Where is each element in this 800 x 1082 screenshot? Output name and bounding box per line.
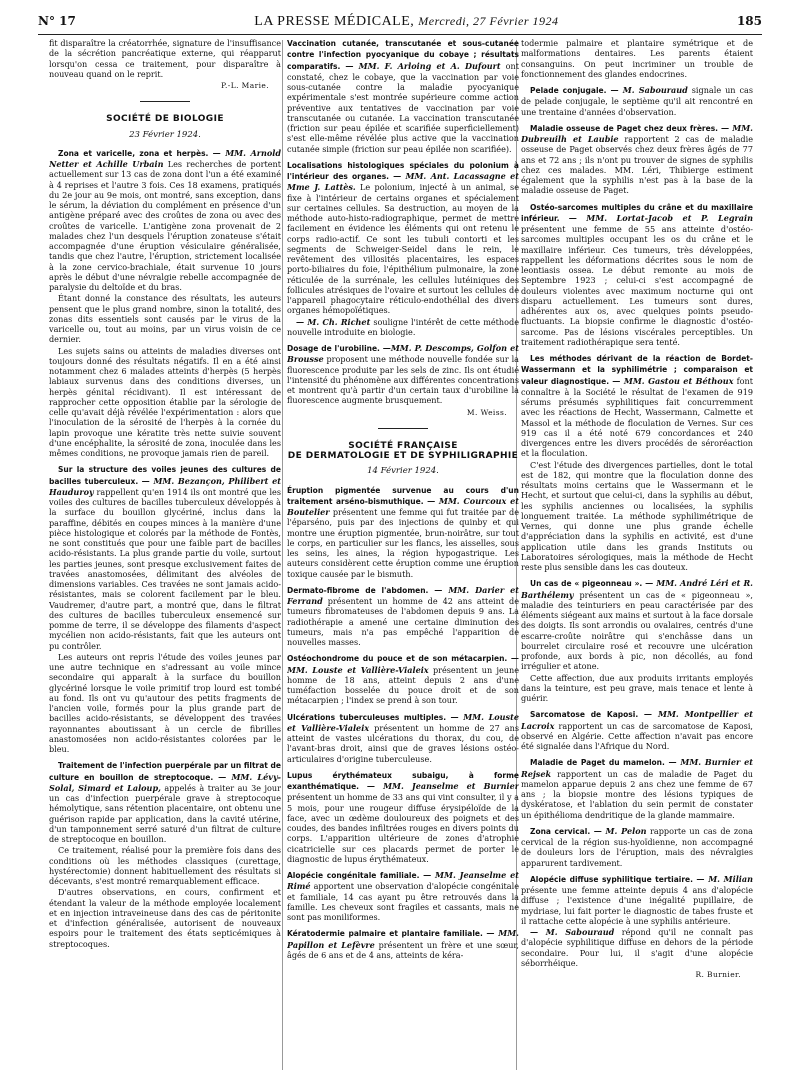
article-text: présentent un homme de 27 ans atteint de vastes ulcérations du thorax, du cou, de l'avant-bras droit, ainsi que de graves lésions ostéo-articulaires d'origine tuberculeuse. [287,722,519,764]
article [521,123,753,196]
article-title: Kératodermie palmaire et plantaire familiale. [287,929,483,939]
article [287,770,519,864]
article [49,148,281,459]
article [521,353,753,572]
article-authors: — M. Ch. Richet [296,316,371,327]
article-authors: — MM. Gastou et Béthoux [612,375,734,386]
article-text: C'est l'étude des divergences partielles, dont le total est de 182, qui montre que la floculation donne des résultats moins certains que le Wassermann et le Hecht, et surtout que celui-ci, dans la syphilis au début, les syphilis anciennes ou localisées, la syphilis longuement traitée. La méthode syphilimétrique de Vernes, qui donne une plus grande échelle d'appréciation dans la syphilis en activité, est d'une application utile dans les grands Instituts ou Laboratoires sérologiques, mais la méthode de Hecht reste plus sensible dans les cas douteux. [521,459,753,572]
article-text: présente une femme atteinte depuis 4 ans d'alopécie diffuse ; l'existence d'une inégalité pupillaire, de mydriase, lui fait porter le diagnostic de tabes fruste et il rattache cette alopécie à une syphilis antérieure. [521,885,753,926]
article [521,709,753,751]
article-title: Alopécie congénitale familiale. [287,871,420,880]
article-text: signale un cas de pelade conjugale, le septième qu'il ait rencontré en une trentaine d'années d'observation. [521,85,753,117]
article-text: rapportent un cas de sarcomatose de Kaposi, observé en Algérie. Cette affection n'avait pas encore été signalée dans l'Afrique du Nord. [521,720,753,751]
article-authors: — MM. Louste et Vallière-Vialeix [287,711,519,733]
article-authors: — MM. Lévy-Solal, Simard et Laloup, [49,771,281,793]
article-text: présentent un homme de 33 ans qui vint consulter, il y a 5 mois, pour une rougeur diffuse érysipéloïde de la face, avec un œdème douloureux des poignets et des coudes, des bandes infiltrées rouges en divers points du corps. L'apparition ultérieure de zones d'atrophie cicatricielle sur ces placards permet de porter le diagnostic de lupus érythémateux. [287,792,519,864]
article [287,38,519,154]
article-authors: — MM. Jeanselme et Burnier [366,781,519,791]
signature: R. Burnier. [695,970,741,979]
society-heading: SOCIÉTÉ FRANÇAISE [348,440,458,451]
article-title: Éruption pigmentée survenue au cours d'un traitement arséno-bismuthique. [287,485,519,506]
article-text: présentent une femme qui fut traitée par de l'éparséno, puis par des injections de quinby et qui montre une éruption pigmentée, brun-noirâtre, sur tout le corps, en particulier sur les flancs, les aisselles, sous les seins, les aines, la région hypogastrique. Les auteurs considèrent cette éruption comme une éruption toxique causée par le bismuth. [287,507,519,579]
article-text: rapporte un cas de zona cervical de la région sus-hyoïdienne, non accompagné de douleurs lors de l'éruption, mais des névralgies apparurent tardivement. [521,825,753,868]
article-authors: — MM. Lortat-Jacob et P. Legrain [568,212,753,223]
article-title: Ostéochondrome du pouce et de son métacarpien. [287,654,508,664]
article-title: Ulcérations tuberculeuses multiples. [287,712,447,722]
article [521,826,753,868]
article-text: Les sujets sains ou atteints de maladies diverses ont toujours donné des résultats négatifs. Il en a été ainsi notamment chez 6 malades atteints d'herpès (5 herpès labiaux survenus dans des conditions diverses, un herpès génital récidivant). Il est intéressant de rapprocher cette opposition établie par la sérologie de celle qu'avait déjà révélée l'expérimentation : alors que l'inoculation de la sérosité de l'herpès à la cornée du lapin provoque une kératite très nette suivie souvent d'une encéphalite, la sérosité de zona, inoculée dans les mêmes conditions, ne provoque jamais rien de pareil. [49,345,281,458]
article-text: appelés à traiter au 3e jour un cas d'infection puerpérale grave à streptocoque hémolytique, sans rétention placentaire, ont obtenu une guérison rapide par application, dans la cavité utérine, d'un tamponnement serré saturé d'un filtrat de culture de streptocoque en bouillon. [49,782,281,844]
article-authors: — MM. Ant. Lacassagne et Mme J. Lattès. [287,171,519,193]
article [521,874,753,968]
article [521,202,753,348]
article-title: Maladie osseuse de Paget chez deux frères. [530,123,719,133]
article-title: Traitement de l'infection puerpérale par un filtrat de culture en bouillon de streptocoque. [49,761,281,782]
article-authors: — M. Milian [696,873,753,884]
signature: M. Weiss. [466,407,507,417]
journal-name: LA PRESSE MÉDICALE, [254,14,415,29]
article-authors: — MM. André Léri et R. Barthélemy [521,578,753,600]
article-title: Les méthodes dérivant de la réaction de Bordet-Wassermann et la syphilimétrie ; comparaison et valeur diagnostique. [521,354,753,386]
article [521,578,753,703]
article-title: Localisations histologiques spéciales du polonium à l'intérieur des organes. [287,160,519,181]
article-text: ont constaté, chez le cobaye, que la vaccination par voie sous-cutanée contre la maladie pyocyanique expérimentale s'est montrée supérieure comme action préventive aux tentatives de vaccination par voie transcutanée ou cutanée. La vaccination transcutanée (friction sur peau épilée et scarifiée superficiellement) s'est elle-même révélée plus active que la vaccination cutanée simple (friction sur peau épilée non scarifiée). [287,60,519,154]
article-text: rapportent 2 cas de maladie osseuse de Paget observés chez deux frères âgés de 77 ans et 72 ans ; ils n'ont pu trouver de signes de syphilis chez ces malades. MM. Léri, Thibierge estiment également que la syphilis n'est pas à la base de la maladie osseuse de Paget. [521,134,753,196]
article-text: Cette affection, due aux produits irritants employés dans la teinture, est peu grave, mais tenace et lente à guérir. [521,672,753,703]
article [49,464,281,754]
column-divider [282,40,283,1070]
article-text: présentent un frère et une sœur, âgés de 6 ans et de 4 ans, atteints de kéra- [287,939,519,960]
article-title: Pelade conjugale. [530,86,607,95]
article-title: Alopécie diffuse syphilitique tertiaire. [530,874,693,884]
article-text: D'autres observations, en cours, confirment et étendant la valeur de la méthode employée localement et en injection intraveineuse dans des cas de péritonite et d'infection généralisée, autorisent de nouveaux espoirs pour le traitement des états septicémiques à streptocoques. [49,887,281,949]
article-text: Ce traitement, réalisé pour la première fois dans des conditions où les méthodes classiques (curettage, hystérectomie) donnent habituellement des résultats si décevants, s'est montré remarquablement efficace. [49,845,281,886]
article-title: Zona cervical. [530,826,591,836]
article [287,653,519,705]
page-header [38,14,762,35]
session-date: 23 Février 1924. [129,129,201,140]
signature: P.-L. Marie. [221,81,269,90]
article-authors: — MM. Montpellier et Lacroix [521,709,753,731]
article-title: Sur la structure des voiles jeunes des cultures de bacilles tuberculeux. [49,465,281,486]
separator-rule [378,428,428,429]
article [287,928,519,960]
article-title: Lupus érythémateux subaigu, à forme exanthématique. [287,770,519,791]
article-title: Vaccination cutanée, transcutanée et sous-cutanée contre l'infection pyocyanique du cobaye ; résultats comparatifs. [287,39,519,71]
article-title: Maladie de Paget du mamelon. [530,758,665,768]
article-title: Un cas de « pigeonneau ». [530,579,643,589]
column-1 [49,38,281,1073]
article [287,585,519,648]
article-text: souligne l'intérêt de cette méthode nouvelle introduite en biologie. [287,316,519,337]
issue-date: Mercredi, 27 Février 1924 [418,14,559,28]
article-text: présentent un cas de « pigeonneau », maladie des teinturiers en peau caractérisée par des éléments siégeant aux mains et surtout à la face dorsale des doigts. Ils sont arrondis ou ovalaires, centrés d'une escarre-croûte noirâtre qui s'enchâsse dans un bourrelet circulaire rosé et recouvre une ulcération profonde, aux bords à pic, non décollés, au fond irrégulier et atone. [521,589,753,672]
article-authors: — MM. Arnold Netter et Achille Urbain [49,147,281,169]
article-text: répond qu'il ne connaît pas d'alopécie syphilitique diffuse en dehors de la période secondaire. Pour lui, il s'agit d'une alopécie séborrhéique. [521,927,753,968]
article-text: Les recherches de portent actuellement sur 13 cas de zona dont l'un a été examiné à 4 reprises et l'autre 3 fois. Ces 18 examens, pratiqués du 2e jour au 9e mois, ont montré, sans exception, dans le sérum, la déviation du complément en présence d'un antigène préparé avec des croûtes de zona ou avec des croûtes de varicelle. L'antigène zona provenait de 2 malades chez l'un desquels l'éruption zonateuse s'était accompagnée d'une éruption vésiculaire généralisée, tandis que chez l'autre, l'éruption, strictement localisée à la zone cervico-brachiale, était survenue 10 jours après le début d'une névralgie rebelle accompagnée de paralysie du deltoïde et du bras. [49,159,281,292]
article-text: todermie palmaire et plantaire symétrique et de malformations dentaires. Les parents étaient consanguins. On peut incriminer un trouble de fonctionnement des glandes endocrines. [521,38,753,79]
article-authors: —MM. P. Descomps, Golfon et Brousse [287,343,519,365]
article [287,343,519,406]
article [521,85,753,117]
article-text: Étant donné la constance des résultats, les auteurs pensent que le plus grand nombre, sinon la totalité, des zonas dits essentiels sont causés par le virus de la varicelle ou, tout au moins, par un virus voisin de ce dernier. [49,293,281,345]
article-text: rapportent un cas de maladie de Paget du mamelon apparue depuis 2 ans chez une femme de 67 ans ; la biopsie montre des lésions typiques de dyskératose, et l'ablation du sein permit de constater un épithélioma dendritique de la glande mammaire. [521,768,753,820]
issue-number: N° 17 [38,14,76,28]
article-authors: — MM. Burnier et Rejsek [521,757,753,779]
article-title: Ostéo-sarcomes multiples du crâne et du maxillaire inférieur. [521,202,753,223]
article-authors: — MM. Darier et Ferrand [287,584,519,606]
article-text: Les auteurs ont repris l'étude des voiles jeunes par une autre technique en s'adressant au voile mince secondaire qui apparaît à la surface du bouillon glycériné lorsque le voile primitif trop lourd est tombé au fond. Ils ont vu qu'autour des petits fragments de l'ancien voile, formés pour la plus grande part de bacilles acido-résistants, se développent des travées rayonnantes aboutissant à un cercle de fibrilles anastomosées non acido-résistantes colorées par le bleu. [49,651,281,754]
article-title: Sarcomatose de Kaposi. [530,710,639,720]
article-authors: — M. Sabouraud [530,927,615,937]
article-authors: — MM. F. Arloing et A. Dufourt [345,60,501,71]
article-text: rappellent qu'en 1914 ils ont montré que les voiles des cultures de bacilles tuberculeux développés à la surface du bouillon glycériné, inclus dans la paraffine, débités en coupes minces à la manière d'une pièce histologique et colorés par la méthode de Fontès, ne sont constitués que pour une faible part de bacilles acido-résistants. La plus grande partie du voile, surtout les parties jeunes, sont presque exclusivement faites de travées anastomosées, délimitant des alvéoles de dimensions variables. Ces travées ne sont jamais acido-résistantes, mais se colorent facilement par le bleu. Vaudremer, d'autre part, a montré que, dans le filtrat des cultures de bacilles tuberculeux ensemencé sur pomme de terre, il se développe des filaments d'aspect mycélien non acido-résistants, fait que les auteurs ont pu contrôler. [49,486,281,651]
article-title: Dosage de l'urobiline. [287,344,380,353]
article [287,870,519,922]
intro-paragraph: fit disparaître la créatorrhée, signature de l'insuffisance de la sécrétion pancréatique externe, qui réapparut lorsqu'on cessa ce traitement, pour disparaître à nouveau quand on le reprit. [49,38,281,79]
article-authors: — MM. Bezançon, Philibert et Hauduroy [49,475,281,497]
article-text: apportent une observation d'alopécie congénitale et familiale, 14 cas ayant pu être retrouvés dans la famille. Les cheveux sont fragiles et cassants, mais ne sont pas moniliformes. [287,881,519,922]
article-text: présentent un jeune homme de 18 ans, atteint depuis 2 ans d'une tuméfaction bosselée du pouce droit et de son métacarpien ; l'index se prend à son tour. [287,664,519,706]
article-text: Le polonium, injecté à un animal, se fixe à l'intérieur de certains organes et spécialement sur certaines cellules. Sa destruction, au moyen de la méthode auto-histo-radiographique, permet de mettre facilement en évidence les éléments qui ont retenu le corps radio-actif. Ce sont les tubuli contorti et les segments de Schweiger-Seidel dans le rein, le revêtement des villosités placentaires, les espaces porto-biliaires du foie, l'épithélium pulmonaire, la zone réticulée de la surrénale, les cellules lutéiniques des follicules atrésiques de l'ovaire et surtout les cellules de l'appareil phagocytaire réticulo-endothélial des divers organes hémopoïétiques. [287,182,519,316]
page-number: 185 [736,14,762,28]
article [287,160,519,337]
column-3 [521,38,753,1073]
article [287,485,519,579]
article-authors: — M. Pelon [593,825,647,836]
article-text: font connaître à la Société le résultat de l'examen de 919 sérums présumés syphilitiques fait concurremment avec les réactions de Hecht, Wassermann, Calmette et Massol et la méthode de floculation de Vernes. Sur ces 919 cas il a été noté 679 concordances et 240 divergences entre les divers procédés de séroréaction et la floculation. [521,375,753,459]
article-authors: — MM. Papillon et Lefèvre [287,928,519,950]
article-authors: — MM. Jeanselme et Rimé [287,870,519,892]
article-authors: — M. Sabouraud [610,85,688,95]
article-authors: — MM. Courcoux et Boutelier [287,495,519,517]
journal-title [254,14,558,30]
article-title: Dermato-fibrome de l'abdomen. [287,585,429,595]
article-text: présentent une femme de 55 ans atteinte d'ostéo-sarcomes multiples occupant les os du crâne et le maxillaire inférieur. Ces tumeurs, très développées, rappellent les déformations décrites sous le nom de leontiasis ossea. Le début remonte au mois de Septembre 1923 ; celui-ci s'est accompagné de douleurs violentes avec maximum nocturne qui ont disparu actuellement. Les tumeurs sont dures, adhérentes aux os, avec quelques points pseudo-fluctuants. La biopsie confirme le diagnostic d'ostéo-sarcome. Pas de lésions viscérales perceptibles. Un traitement radiothérapique sera tenté. [521,224,753,347]
article-authors: — MM. Dubreuilh et Laubie [521,122,753,144]
separator-rule [140,101,190,102]
society-heading: SOCIÉTÉ DE BIOLOGIE [106,114,224,125]
article [287,712,519,764]
session-date: 14 Février 1924. [367,466,439,477]
society-heading: DE DERMATOLOGIE ET DE SYPHILIGRAPHIE [287,451,519,461]
article-title: Zona et varicelle, zona et herpès. [58,148,209,158]
article [49,760,281,949]
article-text: proposent une méthode nouvelle fondée sur la fluorescence produite par les sels de zinc. Ils ont étudié l'intensité du phénomène aux différentes concentrations et montrent qu'à partir d'un certain taux d'urobiline la fluorescence augmente brusquement. [287,354,519,406]
column-2 [287,38,519,1073]
article-text: présentent un homme de 42 ans atteint de tumeurs fibromateuses de l'abdomen depuis 9 ans. La radiothérapie a amené une certaine diminution des tumeurs, mais n'a pas empêché l'apparition de nouvelles masses. [287,596,519,647]
article [521,757,753,820]
article-authors: — MM. Louste et Vallière-Vialeix [287,653,519,675]
